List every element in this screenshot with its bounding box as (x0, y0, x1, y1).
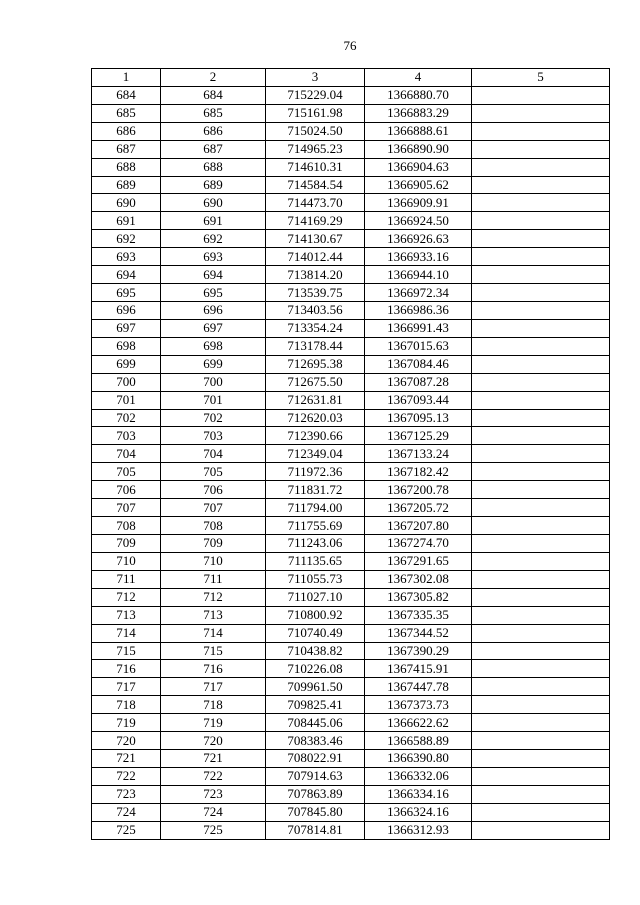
table-cell (472, 660, 610, 678)
table-row (92, 463, 610, 481)
table-cell: 697 (92, 319, 161, 337)
table-cell: 710226.08 (266, 660, 365, 678)
table-cell: 697 (161, 319, 266, 337)
table-cell: 715 (161, 642, 266, 660)
table-cell: 696 (92, 301, 161, 319)
table-cell: 722 (92, 767, 161, 785)
table-cell (472, 86, 610, 104)
table-row (92, 355, 610, 373)
table-row (92, 660, 610, 678)
table-row (92, 373, 610, 391)
table-cell (472, 570, 610, 588)
table-row (92, 409, 610, 427)
table-row (92, 803, 610, 821)
table-cell: 714130.67 (266, 230, 365, 248)
table-cell: 708022.91 (266, 750, 365, 768)
table-cell: 705 (161, 463, 266, 481)
table-cell: 711755.69 (266, 517, 365, 535)
table-cell (472, 678, 610, 696)
table-cell: 721 (92, 750, 161, 768)
table-cell (472, 732, 610, 750)
table-cell (472, 624, 610, 642)
table-cell (472, 373, 610, 391)
table-cell: 720 (161, 732, 266, 750)
table-cell: 1367205.72 (365, 499, 472, 517)
table-cell (472, 284, 610, 302)
table-cell (472, 319, 610, 337)
table-cell: 1367095.13 (365, 409, 472, 427)
table-cell (472, 427, 610, 445)
table-row (92, 104, 610, 122)
table-cell: 703 (161, 427, 266, 445)
table-cell: 721 (161, 750, 266, 768)
table-cell: 708 (92, 517, 161, 535)
table-cell: 1367084.46 (365, 355, 472, 373)
table-cell: 1367335.35 (365, 606, 472, 624)
table-cell: 690 (161, 194, 266, 212)
table-cell (472, 803, 610, 821)
table-cell: 1367415.91 (365, 660, 472, 678)
table-cell: 695 (161, 284, 266, 302)
table-cell (472, 104, 610, 122)
table-cell: 711243.06 (266, 534, 365, 552)
table-cell: 1366588.89 (365, 732, 472, 750)
table-row (92, 570, 610, 588)
table-cell: 699 (161, 355, 266, 373)
table-cell: 1366880.70 (365, 86, 472, 104)
table-cell: 692 (161, 230, 266, 248)
table-cell (472, 499, 610, 517)
table-cell: 710800.92 (266, 606, 365, 624)
table-cell: 1366909.91 (365, 194, 472, 212)
table-cell: 712675.50 (266, 373, 365, 391)
table-cell: 711135.65 (266, 552, 365, 570)
table-cell: 716 (92, 660, 161, 678)
table-cell: 707863.89 (266, 785, 365, 803)
table-cell: 708445.06 (266, 714, 365, 732)
table-cell: 691 (92, 212, 161, 230)
table-cell: 1367305.82 (365, 588, 472, 606)
table-cell: 720 (92, 732, 161, 750)
table-row (92, 284, 610, 302)
table-cell: 684 (161, 86, 266, 104)
table-row (92, 230, 610, 248)
table-cell: 1366324.16 (365, 803, 472, 821)
table-row (92, 517, 610, 535)
table-cell: 694 (161, 266, 266, 284)
table-cell: 1367373.73 (365, 696, 472, 714)
table-cell (472, 696, 610, 714)
table-cell: 693 (92, 248, 161, 266)
table-cell: 1367093.44 (365, 391, 472, 409)
table-cell: 713178.44 (266, 337, 365, 355)
table-cell (472, 122, 610, 140)
table-cell: 1367015.63 (365, 337, 472, 355)
table-row (92, 301, 610, 319)
table-cell: 698 (161, 337, 266, 355)
table-cell: 1367390.29 (365, 642, 472, 660)
table-cell: 692 (92, 230, 161, 248)
table-cell: 1366390.80 (365, 750, 472, 768)
table-cell: 714610.31 (266, 158, 365, 176)
header-row (92, 69, 610, 87)
table-row (92, 266, 610, 284)
table-cell: 705 (92, 463, 161, 481)
table-row (92, 140, 610, 158)
table-cell: 711972.36 (266, 463, 365, 481)
table-cell: 710740.49 (266, 624, 365, 642)
table-cell: 1367344.52 (365, 624, 472, 642)
table-cell: 685 (92, 104, 161, 122)
table-row (92, 534, 610, 552)
table-cell: 708 (161, 517, 266, 535)
table-cell (472, 785, 610, 803)
table-cell: 701 (92, 391, 161, 409)
table-cell: 715024.50 (266, 122, 365, 140)
table-header (92, 69, 610, 87)
table-cell: 719 (92, 714, 161, 732)
table-cell: 722 (161, 767, 266, 785)
table-cell: 707 (92, 499, 161, 517)
table-cell: 688 (161, 158, 266, 176)
table-cell: 1366890.90 (365, 140, 472, 158)
table-cell (472, 266, 610, 284)
table-cell: 1366926.63 (365, 230, 472, 248)
table-cell: 707 (161, 499, 266, 517)
table-cell: 709 (161, 534, 266, 552)
table-cell: 725 (92, 821, 161, 839)
table-cell: 717 (92, 678, 161, 696)
table-cell: 712695.38 (266, 355, 365, 373)
table-cell: 1366933.16 (365, 248, 472, 266)
table-cell: 1367133.24 (365, 445, 472, 463)
table-cell: 703 (92, 427, 161, 445)
table-cell: 709825.41 (266, 696, 365, 714)
table-cell: 1367182.42 (365, 463, 472, 481)
table-row (92, 588, 610, 606)
table-cell: 702 (92, 409, 161, 427)
table-cell: 691 (161, 212, 266, 230)
table-row (92, 248, 610, 266)
table-cell: 713403.56 (266, 301, 365, 319)
table-cell (472, 337, 610, 355)
table-cell: 712620.03 (266, 409, 365, 427)
table-row (92, 212, 610, 230)
table-row (92, 122, 610, 140)
table-cell: 707814.81 (266, 821, 365, 839)
table-cell: 711794.00 (266, 499, 365, 517)
table-cell: 723 (161, 785, 266, 803)
table-cell: 715 (92, 642, 161, 660)
table-cell: 713 (161, 606, 266, 624)
table-cell: 1366944.10 (365, 266, 472, 284)
table-cell (472, 606, 610, 624)
table-cell: 1366622.62 (365, 714, 472, 732)
table-cell: 690 (92, 194, 161, 212)
table-cell (472, 301, 610, 319)
table-cell: 687 (92, 140, 161, 158)
table-cell: 1367087.28 (365, 373, 472, 391)
table-row (92, 624, 610, 642)
table-row (92, 194, 610, 212)
table-cell (472, 140, 610, 158)
table-cell (472, 517, 610, 535)
table-cell (472, 821, 610, 839)
table-cell (472, 176, 610, 194)
table-row (92, 481, 610, 499)
table-cell: 1366972.34 (365, 284, 472, 302)
table-row (92, 606, 610, 624)
table-cell (472, 391, 610, 409)
table-cell: 1367447.78 (365, 678, 472, 696)
table-cell: 704 (92, 445, 161, 463)
table-cell (472, 750, 610, 768)
table-cell: 702 (161, 409, 266, 427)
table-cell: 700 (92, 373, 161, 391)
table-cell: 718 (161, 696, 266, 714)
table-cell: 718 (92, 696, 161, 714)
table-cell (472, 767, 610, 785)
table-cell: 1367125.29 (365, 427, 472, 445)
table-cell: 689 (92, 176, 161, 194)
table-cell: 714 (161, 624, 266, 642)
table-cell (472, 534, 610, 552)
table-cell (472, 481, 610, 499)
table-cell (472, 714, 610, 732)
table-cell (472, 194, 610, 212)
table-cell: 714584.54 (266, 176, 365, 194)
table-row (92, 767, 610, 785)
table-cell: 1367291.65 (365, 552, 472, 570)
table-cell: 714965.23 (266, 140, 365, 158)
table-cell: 687 (161, 140, 266, 158)
table-cell: 696 (161, 301, 266, 319)
table-row (92, 86, 610, 104)
table-cell: 713 (92, 606, 161, 624)
table-cell: 1367207.80 (365, 517, 472, 535)
table-cell: 1366924.50 (365, 212, 472, 230)
table-cell: 1366991.43 (365, 319, 472, 337)
table-cell: 1366334.16 (365, 785, 472, 803)
table-cell: 710 (92, 552, 161, 570)
table-cell (472, 445, 610, 463)
table-cell: 686 (92, 122, 161, 140)
table-cell: 711027.10 (266, 588, 365, 606)
table-row (92, 750, 610, 768)
table-cell: 693 (161, 248, 266, 266)
table-row (92, 552, 610, 570)
table-row (92, 337, 610, 355)
table-cell: 714012.44 (266, 248, 365, 266)
table-cell: 686 (161, 122, 266, 140)
table-cell: 714 (92, 624, 161, 642)
table-cell: 713539.75 (266, 284, 365, 302)
table-row (92, 445, 610, 463)
column-header: 3 (266, 69, 365, 87)
table-cell: 698 (92, 337, 161, 355)
table-row (92, 176, 610, 194)
table-cell: 712 (161, 588, 266, 606)
table-cell: 1366905.62 (365, 176, 472, 194)
table-row (92, 678, 610, 696)
table-cell: 684 (92, 86, 161, 104)
table-row (92, 319, 610, 337)
column-header: 2 (161, 69, 266, 87)
table-cell: 712631.81 (266, 391, 365, 409)
table-row (92, 391, 610, 409)
table-cell: 1367274.70 (365, 534, 472, 552)
table-cell: 711055.73 (266, 570, 365, 588)
table-cell: 689 (161, 176, 266, 194)
table-cell: 712 (92, 588, 161, 606)
table-cell: 700 (161, 373, 266, 391)
page-number: 76 (343, 38, 357, 53)
table-row (92, 499, 610, 517)
table-row (92, 785, 610, 803)
table-cell: 1366888.61 (365, 122, 472, 140)
table-body (92, 86, 610, 839)
coordinates-table (91, 68, 610, 840)
table-cell (472, 642, 610, 660)
table-cell: 701 (161, 391, 266, 409)
table-cell: 1366883.29 (365, 104, 472, 122)
table-cell: 719 (161, 714, 266, 732)
table-cell: 710 (161, 552, 266, 570)
table-cell: 713354.24 (266, 319, 365, 337)
table-cell (472, 248, 610, 266)
table-cell (472, 463, 610, 481)
table-cell (472, 158, 610, 176)
table-cell: 694 (92, 266, 161, 284)
table-cell: 709 (92, 534, 161, 552)
table-cell: 688 (92, 158, 161, 176)
table-cell: 704 (161, 445, 266, 463)
table-cell: 695 (92, 284, 161, 302)
table-cell: 711 (161, 570, 266, 588)
table-row (92, 732, 610, 750)
column-header: 4 (365, 69, 472, 87)
table-cell: 717 (161, 678, 266, 696)
table-cell: 707845.80 (266, 803, 365, 821)
table-cell: 714473.70 (266, 194, 365, 212)
table-cell (472, 588, 610, 606)
table-cell: 711 (92, 570, 161, 588)
table-cell: 712349.04 (266, 445, 365, 463)
table-cell: 1366332.06 (365, 767, 472, 785)
table-cell: 715161.98 (266, 104, 365, 122)
table-cell (472, 212, 610, 230)
table-cell: 1367200.78 (365, 481, 472, 499)
table-cell: 706 (161, 481, 266, 499)
table-cell: 1367302.08 (365, 570, 472, 588)
table-cell: 706 (92, 481, 161, 499)
table-row (92, 158, 610, 176)
table-cell: 714169.29 (266, 212, 365, 230)
table-cell: 699 (92, 355, 161, 373)
table-row (92, 696, 610, 714)
table-cell: 716 (161, 660, 266, 678)
table-cell (472, 552, 610, 570)
table-row (92, 714, 610, 732)
table-cell (472, 409, 610, 427)
table-cell: 711831.72 (266, 481, 365, 499)
table-cell: 707914.63 (266, 767, 365, 785)
table-cell: 1366312.93 (365, 821, 472, 839)
table-cell (472, 230, 610, 248)
table-row (92, 821, 610, 839)
table-cell: 1366904.63 (365, 158, 472, 176)
table-cell: 725 (161, 821, 266, 839)
column-header: 1 (92, 69, 161, 87)
table-cell: 709961.50 (266, 678, 365, 696)
table-cell: 710438.82 (266, 642, 365, 660)
table-row (92, 427, 610, 445)
table-cell: 724 (92, 803, 161, 821)
table-cell: 708383.46 (266, 732, 365, 750)
table-cell: 712390.66 (266, 427, 365, 445)
table-cell: 724 (161, 803, 266, 821)
table-cell: 715229.04 (266, 86, 365, 104)
table-cell: 723 (92, 785, 161, 803)
column-header: 5 (472, 69, 610, 87)
table-cell (472, 355, 610, 373)
table-cell: 685 (161, 104, 266, 122)
table-cell: 713814.20 (266, 266, 365, 284)
table-cell: 1366986.36 (365, 301, 472, 319)
table-row (92, 642, 610, 660)
